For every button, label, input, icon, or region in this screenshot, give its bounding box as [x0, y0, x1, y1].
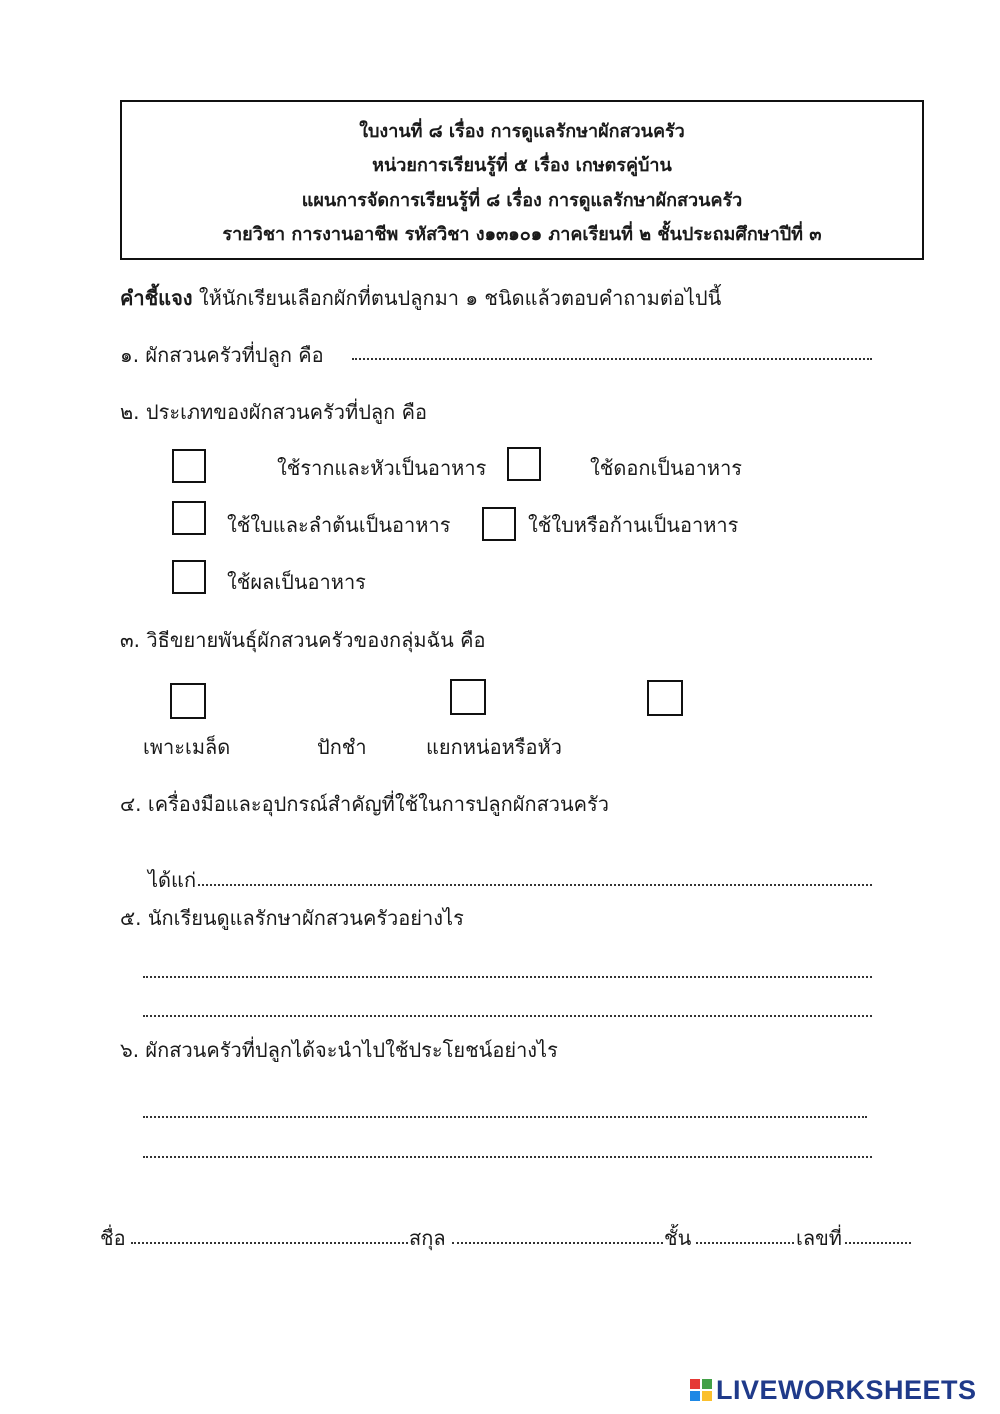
option-division: แยกหน่อหรือหัว — [426, 735, 562, 759]
class-label: ชั้น — [664, 1226, 692, 1250]
surname-field[interactable] — [452, 1242, 663, 1244]
logo-text: LIVEWORKSHEETS — [716, 1374, 977, 1405]
option-leaf-stem: ใช้ใบและลำต้นเป็นอาหาร — [227, 513, 451, 537]
worksheet-title: ใบงานที่ ๘ เรื่อง การดูแลรักษาผักสวนครัว — [359, 121, 685, 142]
liveworksheets-logo — [690, 1373, 977, 1407]
class-field[interactable] — [696, 1242, 794, 1244]
question-6: ๖. ผักสวนครัวที่ปลูกได้จะนำไปใช้ประโยชน์อย่างไร — [120, 1038, 558, 1062]
question-3: ๓. วิธีขยายพันธุ์ผักสวนครัวของกลุ่มฉัน คือ — [120, 628, 486, 652]
question-5: ๕. นักเรียนดูแลรักษาผักสวนครัวอย่างไร — [120, 906, 464, 930]
option-fruit: ใช้ผลเป็นอาหาร — [227, 570, 366, 594]
answer-label-q4: ได้แก่ — [148, 868, 197, 892]
answer-line-q4[interactable] — [198, 884, 872, 886]
answer-line-q1[interactable] — [352, 358, 872, 360]
option-seed: เพาะเมล็ด — [143, 735, 231, 759]
name-label: ชื่อ — [100, 1226, 126, 1250]
answer-line-q5-2[interactable] — [143, 1015, 872, 1017]
checkbox-cutting[interactable] — [450, 679, 486, 715]
question-1: ๑. ผักสวนครัวที่ปลูก คือ — [120, 343, 324, 367]
lesson-plan: แผนการจัดการเรียนรู้ที่ ๘ เรื่อง การดูแลรักษาผักสวนครัว — [301, 190, 743, 211]
checkbox-fruit[interactable] — [172, 560, 206, 594]
checkbox-leaf-stem[interactable] — [172, 501, 206, 535]
option-flower: ใช้ดอกเป็นอาหาร — [590, 456, 743, 480]
number-field[interactable] — [845, 1242, 911, 1244]
answer-line-q6-2[interactable] — [143, 1156, 872, 1158]
number-label: เลขที่ — [796, 1226, 842, 1250]
instructions-text: ให้นักเรียนเลือกผักที่ตนปลูกมา ๑ ชนิดแล้วตอบคำถามต่อไปนี้ — [192, 286, 722, 310]
question-2: ๒. ประเภทของผักสวนครัวที่ปลูก คือ — [120, 400, 428, 424]
instructions-label: คำชี้แจง — [120, 286, 193, 310]
checkbox-leaf-petiole[interactable] — [482, 507, 516, 541]
answer-line-q6-1[interactable] — [143, 1116, 867, 1118]
surname-label: สกุล — [409, 1226, 446, 1250]
option-cutting: ปักชำ — [317, 735, 367, 759]
answer-line-q5-1[interactable] — [143, 976, 872, 978]
learning-unit: หน่วยการเรียนรู้ที่ ๕ เรื่อง เกษตรคู่บ้าน — [372, 155, 672, 176]
question-4: ๔. เครื่องมือและอุปกรณ์สำคัญที่ใช้ในการปลูกผักสวนครัว — [120, 792, 610, 816]
checkbox-division[interactable] — [647, 680, 683, 716]
instructions — [120, 282, 721, 314]
checkbox-root-tuber[interactable] — [172, 449, 206, 483]
option-root-tuber: ใช้รากและหัวเป็นอาหาร — [277, 456, 487, 480]
course-info: รายวิชา การงานอาชีพ รหัสวิชา ง๑๓๑๐๑ ภาคเรียนที่ ๒ ชั้นประถมศึกษาปีที่ ๓ — [222, 224, 822, 245]
name-field[interactable] — [131, 1242, 408, 1244]
checkbox-flower[interactable] — [507, 447, 541, 481]
header-box — [120, 100, 924, 260]
checkbox-seed[interactable] — [170, 683, 206, 719]
option-leaf-petiole: ใช้ใบหรือก้านเป็นอาหาร — [528, 513, 739, 537]
logo-blocks-icon — [690, 1379, 712, 1401]
